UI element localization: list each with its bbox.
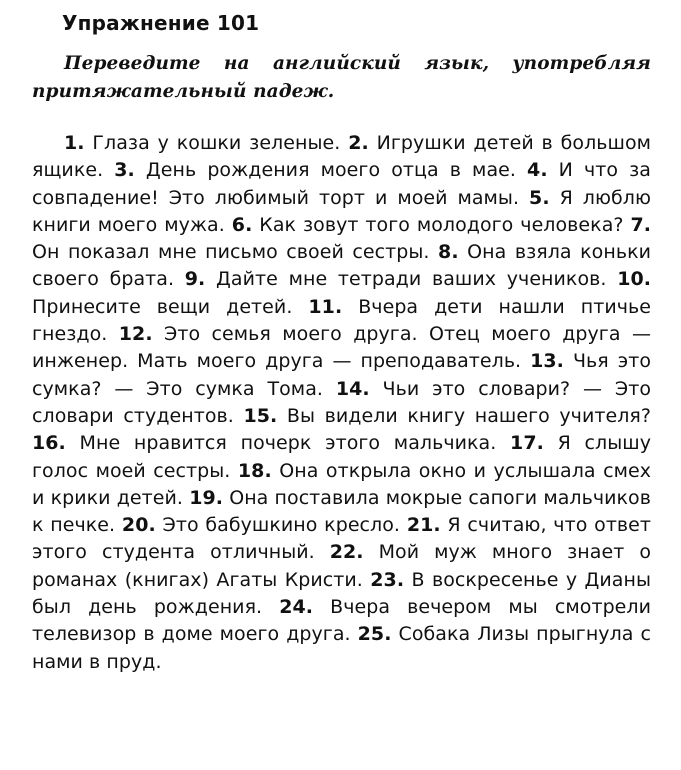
- sentence-text: Чья это сумка? — Это сумка Тома.: [32, 350, 651, 400]
- sentence-item: [32, 432, 496, 454]
- sentence-text: Я люблю книги моего мужа.: [32, 186, 652, 236]
- sentence-number: 7.: [630, 213, 652, 236]
- sentence-text: Глаза у кошки зеленые.: [92, 132, 341, 154]
- sentence-number: 17.: [510, 432, 544, 455]
- sentence-number: 21.: [406, 514, 441, 537]
- sentence-text: Как зовут того молодого человека?: [259, 213, 624, 236]
- sentence-number: 5.: [529, 186, 550, 209]
- sentence-item: [114, 159, 516, 181]
- sentence-text: День рождения моего отца в мае.: [145, 159, 516, 182]
- sentence-number: 12.: [118, 323, 153, 346]
- sentence-number: 9.: [184, 268, 206, 291]
- sentence-text: Вчера дети нашли птичье гнездо.: [32, 295, 651, 346]
- sentence-text: Она взяла коньки своего брата.: [32, 241, 651, 291]
- sentence-number: 19.: [189, 486, 223, 509]
- sentence-item: [64, 132, 340, 154]
- sentence-text: Я считаю, что ответ этого студента отличный.: [32, 514, 652, 564]
- sentence-text: В воскресенье у Дианы был день рождения.: [32, 568, 651, 619]
- sentence-number: 23.: [370, 568, 405, 591]
- sentence-number: 6.: [231, 213, 253, 236]
- sentence-number: 16.: [32, 432, 66, 455]
- exercise-instruction: Переведите на английский язык, употребляя притяжательный падеж.: [32, 53, 651, 102]
- sentence-item: [185, 268, 607, 290]
- sentence-text: Она открыла окно и услышала смех и крики детей.: [32, 459, 652, 509]
- sentence-text: Чьи это словари? — Это словари студентов.: [32, 377, 652, 427]
- sentence-text: Это семья моего друга. Отец моего друга — инженер. Мать моего друга — преподаватель.: [32, 323, 651, 373]
- sentence-text: Это бабушкино кресло.: [162, 514, 401, 537]
- sentence-number: 10.: [617, 268, 651, 291]
- sentence-number: 13.: [530, 350, 564, 373]
- sentence-number: 25.: [357, 623, 392, 646]
- sentence-number: 3.: [114, 159, 135, 182]
- sentence-text: Вчера вечером мы смотрели телевизор в доме моего друга.: [32, 596, 652, 646]
- sentence-item: [232, 214, 624, 236]
- sentence-number: 24.: [279, 596, 314, 619]
- sentence-text: Мой муж много знает о романах (книгах) Агаты Кристи.: [32, 541, 652, 591]
- sentence-item: [243, 405, 651, 427]
- sentence-text: Вы видели книгу нашего учителя?: [286, 404, 652, 427]
- sentence-number: 22.: [329, 541, 364, 564]
- sentence-text: Дайте мне тетради ваших учеников.: [216, 268, 607, 291]
- sentence-text: Принесите вещи детей.: [32, 295, 293, 318]
- sentence-number: 20.: [121, 514, 156, 537]
- sentence-number: 14.: [335, 377, 370, 400]
- sentence-text: Мне нравится почерк этого мальчика.: [79, 432, 497, 455]
- sentence-text: Он показал мне письмо своей сестры.: [32, 241, 430, 264]
- sentence-item: [122, 514, 400, 536]
- sentence-text: Я слышу голос моей сестры.: [32, 432, 652, 482]
- sentence-text: Собака Лизы прыгнула с нами в пруд.: [32, 623, 651, 673]
- sentence-text: И что за совпадение! Это любимый торт и моей мамы.: [32, 159, 651, 209]
- sentence-number: 15.: [243, 404, 278, 427]
- sentence-number: 1.: [64, 132, 85, 154]
- sentence-number: 18.: [237, 459, 272, 482]
- sentence-text: Игрушки детей в большом ящике.: [32, 132, 652, 182]
- sentence-text: Она поставила мокрые сапоги мальчиков к печке.: [32, 486, 651, 537]
- sentence-number: 11.: [308, 295, 343, 318]
- sentence-number: 8.: [438, 241, 459, 264]
- exercise-title: Упражнение 101: [62, 11, 260, 35]
- sentence-number: 2.: [348, 132, 369, 154]
- sentence-number: 4.: [527, 159, 548, 182]
- exercise-sentences: [32, 130, 651, 676]
